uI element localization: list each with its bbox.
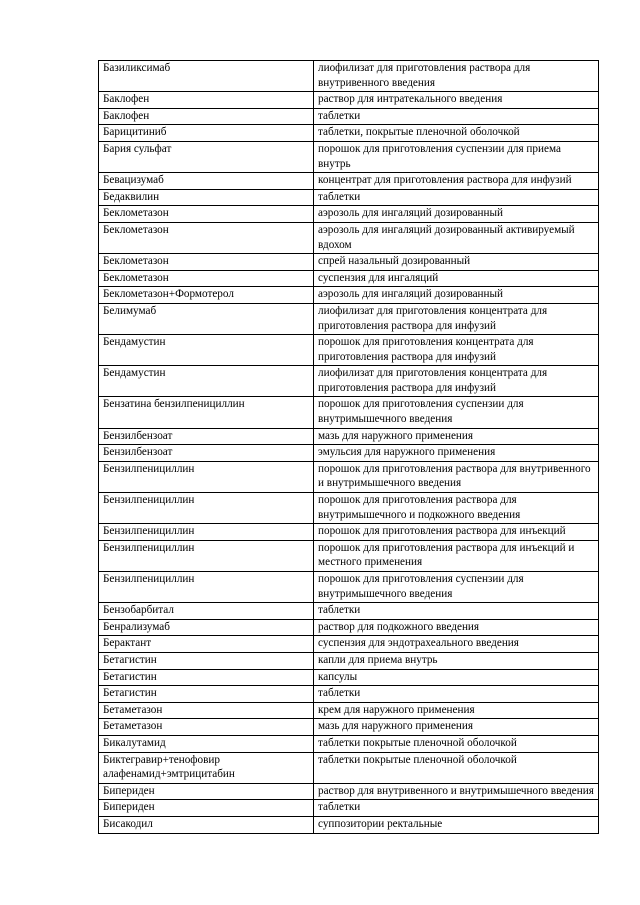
table-row: [99, 189, 599, 206]
table-row: [99, 702, 599, 719]
drug-name-cell: Бенрализумаб: [99, 619, 314, 636]
dosage-form-cell: аэрозоль для ингаляций дозированный активируемый вдохом: [314, 222, 599, 253]
dosage-form-cell: порошок для приготовления раствора для инъекций и местного применения: [314, 540, 599, 571]
dosage-form-cell: порошок для приготовления концентрата для приготовления раствора для инфузий: [314, 335, 599, 366]
dosage-form-cell: таблетки: [314, 603, 599, 620]
dosage-form-cell: таблетки покрытые пленочной оболочкой: [314, 735, 599, 752]
table-row: [99, 619, 599, 636]
table-row: [99, 603, 599, 620]
table-row: [99, 141, 599, 172]
table-row: [99, 524, 599, 541]
drug-name-cell: Бетаметазон: [99, 702, 314, 719]
table-row: [99, 287, 599, 304]
dosage-form-cell: раствор для подкожного введения: [314, 619, 599, 636]
dosage-form-cell: таблетки: [314, 189, 599, 206]
table-row: [99, 719, 599, 736]
drug-name-cell: Бензобарбитал: [99, 603, 314, 620]
dosage-form-cell: таблетки: [314, 800, 599, 817]
dosage-form-cell: таблетки покрытые пленочной оболочкой: [314, 752, 599, 783]
dosage-form-cell: порошок для приготовления раствора для внутримышечного и подкожного введения: [314, 493, 599, 524]
dosage-form-cell: мазь для наружного применения: [314, 719, 599, 736]
table-row: [99, 125, 599, 142]
drug-name-cell: Бензатина бензилпенициллин: [99, 397, 314, 428]
drug-name-cell: Беклометазон: [99, 254, 314, 271]
dosage-form-cell: капли для приема внутрь: [314, 652, 599, 669]
dosage-form-cell: порошок для приготовления раствора для инъекций: [314, 524, 599, 541]
drug-name-cell: Биктегравир+тенофовир алафенамид+эмтрицитабин: [99, 752, 314, 783]
dosage-form-cell: концентрат для приготовления раствора для инфузий: [314, 173, 599, 190]
dosage-form-cell: раствор для интратекального введения: [314, 92, 599, 109]
drug-name-cell: Берактант: [99, 636, 314, 653]
table-row: [99, 783, 599, 800]
table-row: [99, 366, 599, 397]
drug-name-cell: Бензилпенициллин: [99, 540, 314, 571]
table-row: [99, 270, 599, 287]
drug-name-cell: Бикалутамид: [99, 735, 314, 752]
dosage-form-cell: лиофилизат для приготовления концентрата для приготовления раствора для инфузий: [314, 366, 599, 397]
dosage-form-cell: порошок для приготовления раствора для внутривенного и внутримышечного введения: [314, 461, 599, 492]
drug-name-cell: Бензилпенициллин: [99, 461, 314, 492]
drug-forms-table: [98, 60, 599, 834]
drug-name-cell: Бензилбензоат: [99, 445, 314, 462]
drug-name-cell: Беклометазон: [99, 206, 314, 223]
drug-name-cell: Бетагистин: [99, 652, 314, 669]
dosage-form-cell: капсулы: [314, 669, 599, 686]
table-row: [99, 735, 599, 752]
drug-name-cell: Бетагистин: [99, 669, 314, 686]
drug-name-cell: Беклометазон: [99, 222, 314, 253]
table-row: [99, 540, 599, 571]
drug-name-cell: Бипериден: [99, 783, 314, 800]
table-row: [99, 173, 599, 190]
dosage-form-cell: крем для наружного применения: [314, 702, 599, 719]
dosage-form-cell: порошок для приготовления суспензии для внутримышечного введения: [314, 572, 599, 603]
drug-name-cell: Бензилпенициллин: [99, 572, 314, 603]
table-row: [99, 428, 599, 445]
drug-name-cell: Белимумаб: [99, 303, 314, 334]
table-row: [99, 461, 599, 492]
drug-name-cell: Бария сульфат: [99, 141, 314, 172]
drug-name-cell: Бипериден: [99, 800, 314, 817]
drug-name-cell: Бисакодил: [99, 816, 314, 833]
table-row: [99, 222, 599, 253]
table-row: [99, 800, 599, 817]
table-row: [99, 335, 599, 366]
table-row: [99, 493, 599, 524]
dosage-form-cell: аэрозоль для ингаляций дозированный: [314, 287, 599, 304]
dosage-form-cell: порошок для приготовления суспензии для приема внутрь: [314, 141, 599, 172]
drug-name-cell: Бедаквилин: [99, 189, 314, 206]
drug-name-cell: Бетаметазон: [99, 719, 314, 736]
dosage-form-cell: спрей назальный дозированный: [314, 254, 599, 271]
drug-name-cell: Бевацизумаб: [99, 173, 314, 190]
table-row: [99, 206, 599, 223]
table-row: [99, 108, 599, 125]
dosage-form-cell: аэрозоль для ингаляций дозированный: [314, 206, 599, 223]
table-row: [99, 669, 599, 686]
dosage-form-cell: раствор для внутривенного и внутримышечного введения: [314, 783, 599, 800]
drug-name-cell: Беклометазон: [99, 270, 314, 287]
table-row: [99, 752, 599, 783]
drug-name-cell: Беклометазон+Формотерол: [99, 287, 314, 304]
table-row: [99, 254, 599, 271]
table-row: [99, 572, 599, 603]
dosage-form-cell: эмульсия для наружного применения: [314, 445, 599, 462]
dosage-form-cell: мазь для наружного применения: [314, 428, 599, 445]
drug-name-cell: Базиликсимаб: [99, 61, 314, 92]
drug-name-cell: Бензилпенициллин: [99, 493, 314, 524]
table-row: [99, 816, 599, 833]
table-row: [99, 397, 599, 428]
table-row: [99, 686, 599, 703]
drug-name-cell: Бендамустин: [99, 366, 314, 397]
table-row: [99, 92, 599, 109]
dosage-form-cell: суппозитории ректальные: [314, 816, 599, 833]
dosage-form-cell: таблетки, покрытые пленочной оболочкой: [314, 125, 599, 142]
dosage-form-cell: суспензия для ингаляций: [314, 270, 599, 287]
drug-name-cell: Баклофен: [99, 108, 314, 125]
drug-name-cell: Барицитиниб: [99, 125, 314, 142]
drug-name-cell: Бензилпенициллин: [99, 524, 314, 541]
drug-name-cell: Баклофен: [99, 92, 314, 109]
table-row: [99, 652, 599, 669]
drug-name-cell: Бензилбензоат: [99, 428, 314, 445]
dosage-form-cell: порошок для приготовления суспензии для внутримышечного введения: [314, 397, 599, 428]
table-row: [99, 636, 599, 653]
dosage-form-cell: лиофилизат для приготовления концентрата для приготовления раствора для инфузий: [314, 303, 599, 334]
dosage-form-cell: суспензия для эндотрахеального введения: [314, 636, 599, 653]
drug-name-cell: Бетагистин: [99, 686, 314, 703]
dosage-form-cell: лиофилизат для приготовления раствора для внутривенного введения: [314, 61, 599, 92]
dosage-form-cell: таблетки: [314, 108, 599, 125]
table-row: [99, 445, 599, 462]
table-row: [99, 303, 599, 334]
drug-name-cell: Бендамустин: [99, 335, 314, 366]
dosage-form-cell: таблетки: [314, 686, 599, 703]
table-row: [99, 61, 599, 92]
